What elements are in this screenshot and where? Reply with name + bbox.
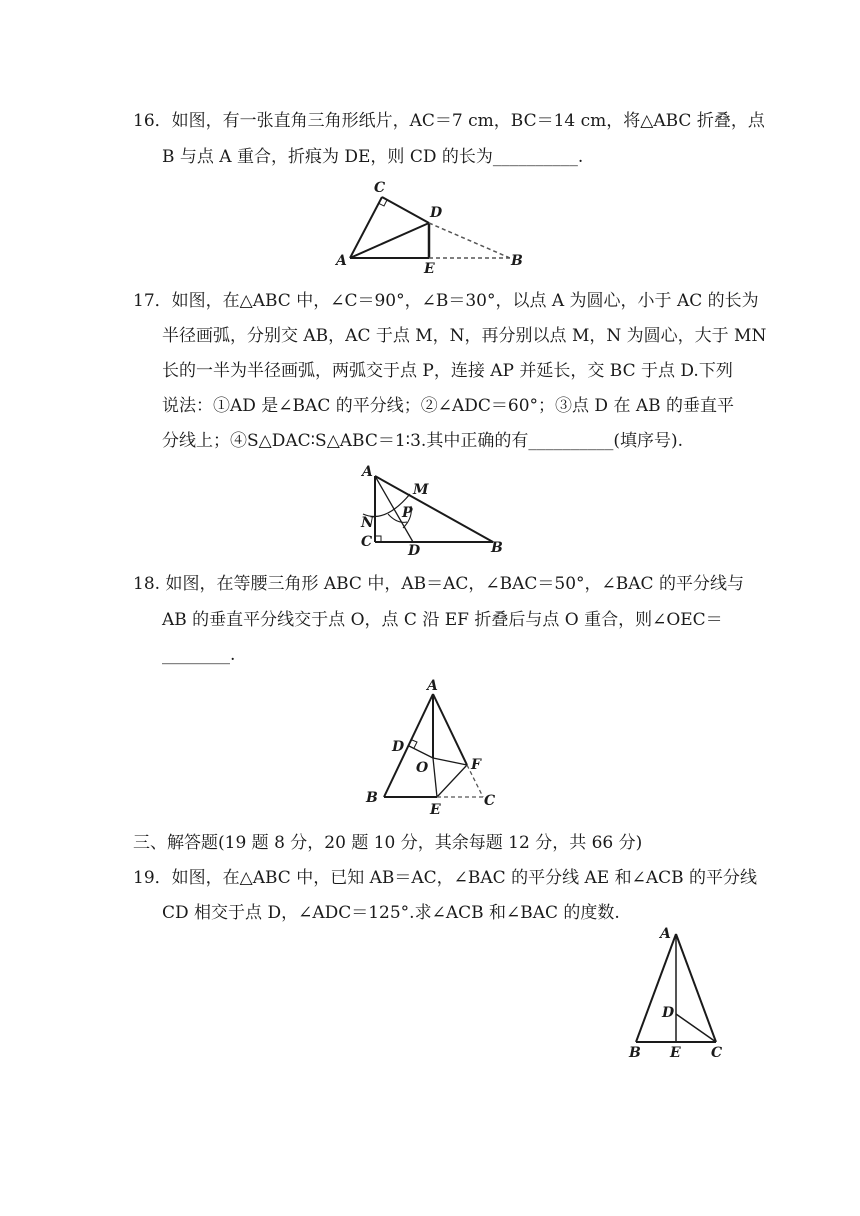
fig17-label-D: D bbox=[408, 543, 421, 557]
fig16-label-E: E bbox=[424, 261, 435, 275]
fig19-label-A: A bbox=[660, 926, 671, 942]
fig19-label-D: D bbox=[662, 1005, 675, 1021]
fig19-label-B: B bbox=[629, 1045, 641, 1061]
fig16-label-B: B bbox=[511, 253, 523, 269]
problem-18-line-2: AB 的垂直平分线交于点 O，点 C 沿 EF 折叠后与点 O 重合，则∠OEC＝ bbox=[162, 610, 723, 630]
figure-18 bbox=[360, 674, 510, 814]
fig18-label-A: A bbox=[427, 678, 438, 694]
problem-19-line-1: 19．如图，在△ABC 中，已知 AB＝AC，∠BAC 的平分线 AE 和∠ACB 的平分线 bbox=[133, 868, 758, 888]
problem-17-line-1: 17．如图，在△ABC 中，∠C＝90°，∠B＝30°，以点 A 为圆心，小于 AC 的长为 bbox=[133, 291, 759, 311]
fig17-label-N: N bbox=[361, 515, 374, 531]
problem-17-line-5: 分线上；④S△DAC∶S△ABC＝1∶3.其中正确的有__________(填序号). bbox=[162, 431, 683, 451]
fig17-label-B: B bbox=[491, 540, 503, 556]
problem-16-line-1: 16．如图，有一张直角三角形纸片，AC＝7 cm，BC＝14 cm，将△ABC 折叠，点 bbox=[133, 111, 765, 131]
problem-18-line-1: 18. 如图，在等腰三角形 ABC 中，AB＝AC，∠BAC＝50°，∠BAC 的平分线与 bbox=[133, 574, 744, 594]
problem-17-line-2: 半径画弧，分别交 AB，AC 于点 M，N，再分别以点 M，N 为圆心，大于 MN bbox=[162, 326, 767, 346]
problem-17-line-3: 长的一半为半径画弧，两弧交于点 P，连接 AP 并延长，交 BC 于点 D.下列 bbox=[162, 361, 733, 381]
fig18-label-O: O bbox=[416, 760, 429, 776]
fig18-label-C: C bbox=[484, 793, 496, 809]
fig18-label-D: D bbox=[392, 739, 405, 755]
problem-17-line-4: 说法：①AD 是∠BAC 的平分线；②∠ADC＝60°；③点 D 在 AB 的垂直平 bbox=[162, 396, 735, 416]
fig17-label-M: M bbox=[413, 482, 429, 498]
fig16-label-D: D bbox=[430, 205, 443, 221]
fig18-label-F: F bbox=[471, 757, 481, 773]
figure-17 bbox=[355, 462, 515, 557]
figure-16 bbox=[330, 175, 540, 275]
section-heading: 三、解答题(19 题 8 分，20 题 10 分，其余每题 12 分，共 66 分) bbox=[133, 833, 643, 853]
fig16-label-C: C bbox=[374, 180, 386, 196]
fig17-label-P: P bbox=[402, 505, 413, 521]
problem-19-line-2: CD 相交于点 D，∠ADC＝125°.求∠ACB 和∠BAC 的度数. bbox=[162, 903, 620, 923]
fig18-label-E: E bbox=[430, 802, 441, 814]
fig17-label-A: A bbox=[362, 464, 373, 480]
fig19-label-C: C bbox=[711, 1045, 723, 1061]
figure-19 bbox=[620, 920, 740, 1065]
problem-18-line-3: ________. bbox=[162, 645, 236, 665]
problem-16-line-2: B 与点 A 重合，折痕为 DE，则 CD 的长为__________. bbox=[162, 147, 584, 167]
fig17-label-C: C bbox=[361, 534, 373, 550]
fig18-label-B: B bbox=[366, 790, 378, 806]
fig19-label-E: E bbox=[670, 1045, 681, 1061]
fig16-label-A: A bbox=[336, 253, 347, 269]
